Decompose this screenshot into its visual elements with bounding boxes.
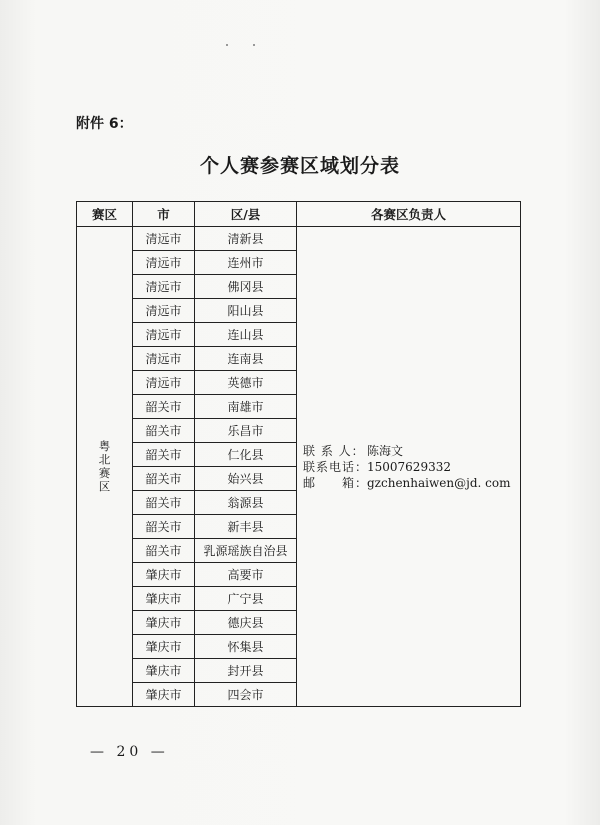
city-cell: 韶关市 [133,467,195,491]
county-cell: 怀集县 [195,635,297,659]
county-cell: 广宁县 [195,587,297,611]
city-cell: 韶关市 [133,395,195,419]
county-cell: 乐昌市 [195,419,297,443]
scan-speck [253,44,255,46]
county-cell: 连山县 [195,323,297,347]
county-cell: 四会市 [195,683,297,707]
county-cell: 英德市 [195,371,297,395]
county-cell: 始兴县 [195,467,297,491]
city-cell: 肇庆市 [133,587,195,611]
city-cell: 清远市 [133,347,195,371]
scan-speck [226,44,228,46]
city-cell: 清远市 [133,371,195,395]
contact-name-line [303,443,520,459]
city-cell: 韶关市 [133,443,195,467]
contact-phone-value: 15007629332 [367,459,451,474]
county-cell: 南雄市 [195,395,297,419]
city-cell: 肇庆市 [133,683,195,707]
county-cell: 佛冈县 [195,275,297,299]
county-cell: 阳山县 [195,299,297,323]
contact-email-label: 邮 箱： [303,475,369,490]
city-cell: 清远市 [133,323,195,347]
county-cell: 仁化县 [195,443,297,467]
contact-phone-label: 联系电话： [303,459,369,474]
city-cell: 清远市 [133,275,195,299]
contact-name-value: 陈海文 [367,443,404,458]
header-city: 市 [133,202,195,227]
county-cell: 连州市 [195,251,297,275]
annex-label: 附件 6： [76,116,133,132]
city-cell: 肇庆市 [133,635,195,659]
county-cell: 封开县 [195,659,297,683]
city-cell: 肇庆市 [133,659,195,683]
contact-cell [297,227,521,707]
county-cell: 清新县 [195,227,297,251]
table-header-row [77,202,521,227]
city-cell: 清远市 [133,299,195,323]
region-table [76,201,521,707]
county-cell: 乳源瑶族自治县 [195,539,297,563]
header-person: 各赛区负责人 [297,202,521,227]
city-cell: 韶关市 [133,491,195,515]
contact-phone-line [303,459,520,475]
page-number: — 20 — [90,744,169,760]
county-cell: 德庆县 [195,611,297,635]
contact-name-label: 联 系 人： [303,443,365,458]
city-cell: 清远市 [133,251,195,275]
city-cell: 韶关市 [133,419,195,443]
page-title: 个人赛参赛区域划分表 [199,155,400,177]
county-cell: 翁源县 [195,491,297,515]
table-row [77,227,521,251]
city-cell: 韶关市 [133,515,195,539]
contact-email-line [303,475,520,491]
city-cell: 清远市 [133,227,195,251]
county-cell: 新丰县 [195,515,297,539]
header-county: 区/县 [195,202,297,227]
city-cell: 肇庆市 [133,563,195,587]
city-cell: 肇庆市 [133,611,195,635]
region-cell: 粤北赛区 [77,227,133,707]
header-region: 赛区 [77,202,133,227]
table-body [77,227,521,707]
county-cell: 连南县 [195,347,297,371]
city-cell: 韶关市 [133,539,195,563]
county-cell: 高要市 [195,563,297,587]
contact-email-value: gzchenhaiwen@jd. com [367,475,511,490]
